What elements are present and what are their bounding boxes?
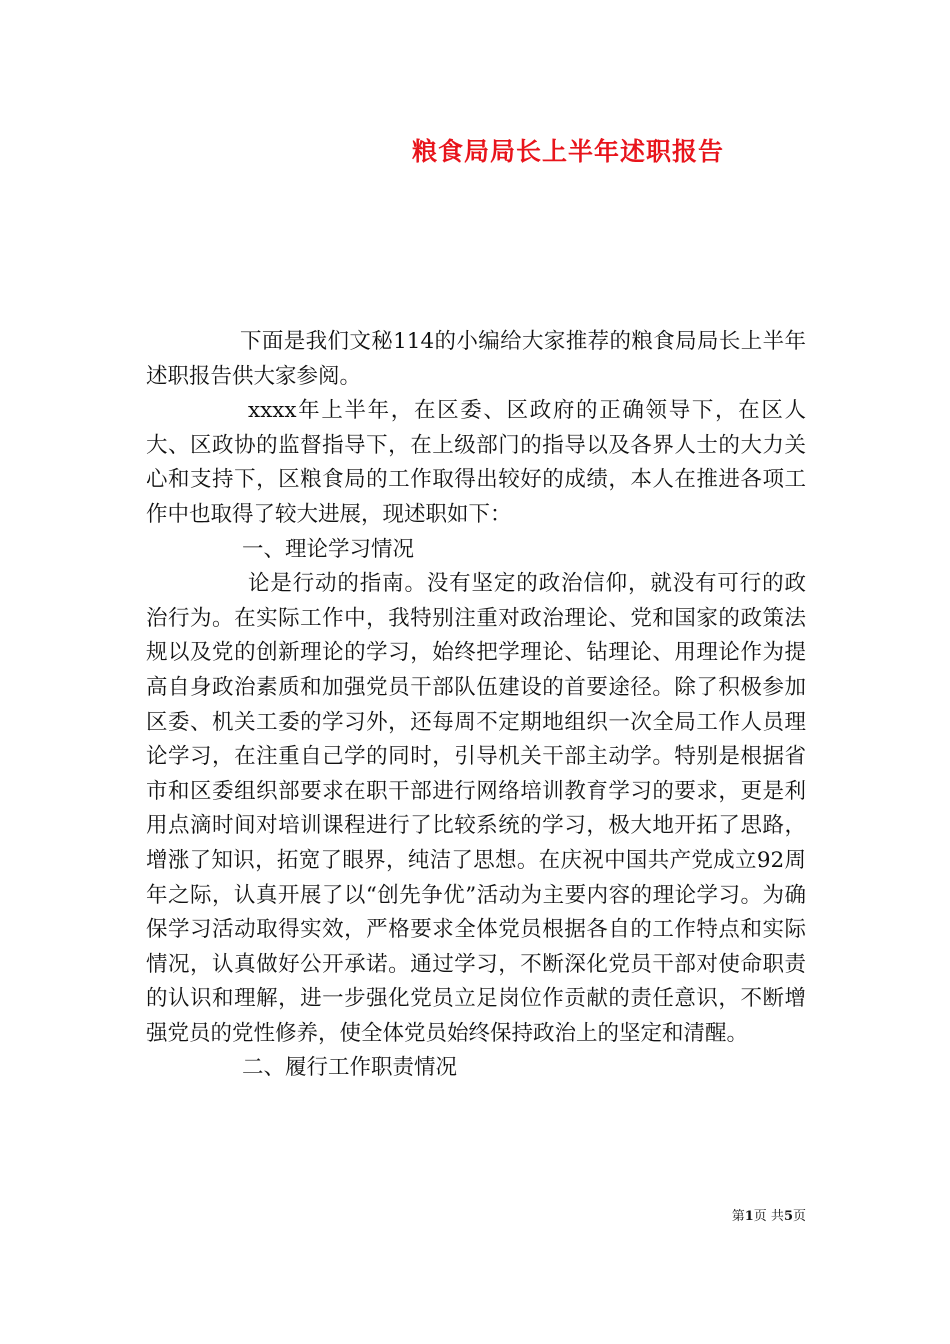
page-number-footer (732, 1205, 806, 1224)
footer-prefix: 第 (731, 1209, 745, 1224)
theory-study-paragraph: 论是行动的指南。没有坚定的政治信仰，就没有可行的政治行为。在实际工作中，我特别注重对政治理论、党和国家的政策法规以及党的创新理论的学习，始终把学理论、钻理论、用理论作为提高自身政治素质和加强党员干部队伍建设的首要途径。除了积极参加区委、机关工委的学习外，还每周不定期地组织一次全局工作人员理论学习，在注重自己学的同时，引导机关干部主动学。特别是根据省市和区委组织部要求在职干部进行网络培训教育学习的要求，更是利用点滴时间对培训课程进行了比较系统的学习，极大地开拓了思路，增涨了知识，拓宽了眼界，纯洁了思想。在庆祝中国共产党成立92周年之际，认真开展了以“创先争优”活动为主要内容的理论学习。为确保学习活动取得实效，严格要求全体党员根据各自的工作特点和实际情况，认真做好公开承诺。通过学习，不断深化党员干部对使命职责的认识和理解，进一步强化党员立足岗位作贡献的责任意识，不断增强党员的党性修养，使全体党员始终保持政治上的坚定和清醒。 (146, 571, 806, 1046)
intro-paragraph: 下面是我们文秘114的小编给大家推荐的粮食局局长上半年述职报告供大家参阅。 (146, 329, 806, 389)
overview-paragraph: xxxx年上半年，在区委、区政府的正确领导下，在区人大、区政协的监督指导下，在上级部门的指导以及各界人士的大力关心和支持下，区粮食局的工作取得出较好的成绩，本人在推进各项工作中也取得了较大进展，现述职如下： (146, 398, 806, 527)
footer-total-pages: 5 (783, 1209, 793, 1224)
footer-middle: 页 共 (753, 1209, 784, 1224)
document-body (146, 325, 806, 1086)
section-heading-1: 一、理论学习情况 (242, 536, 415, 562)
footer-current-page: 1 (744, 1209, 754, 1224)
section-heading-2: 二、履行工作职责情况 (242, 1055, 458, 1081)
footer-suffix: 页 (792, 1209, 806, 1224)
document-title: 粮食局局长上半年述职报告 (412, 137, 725, 166)
